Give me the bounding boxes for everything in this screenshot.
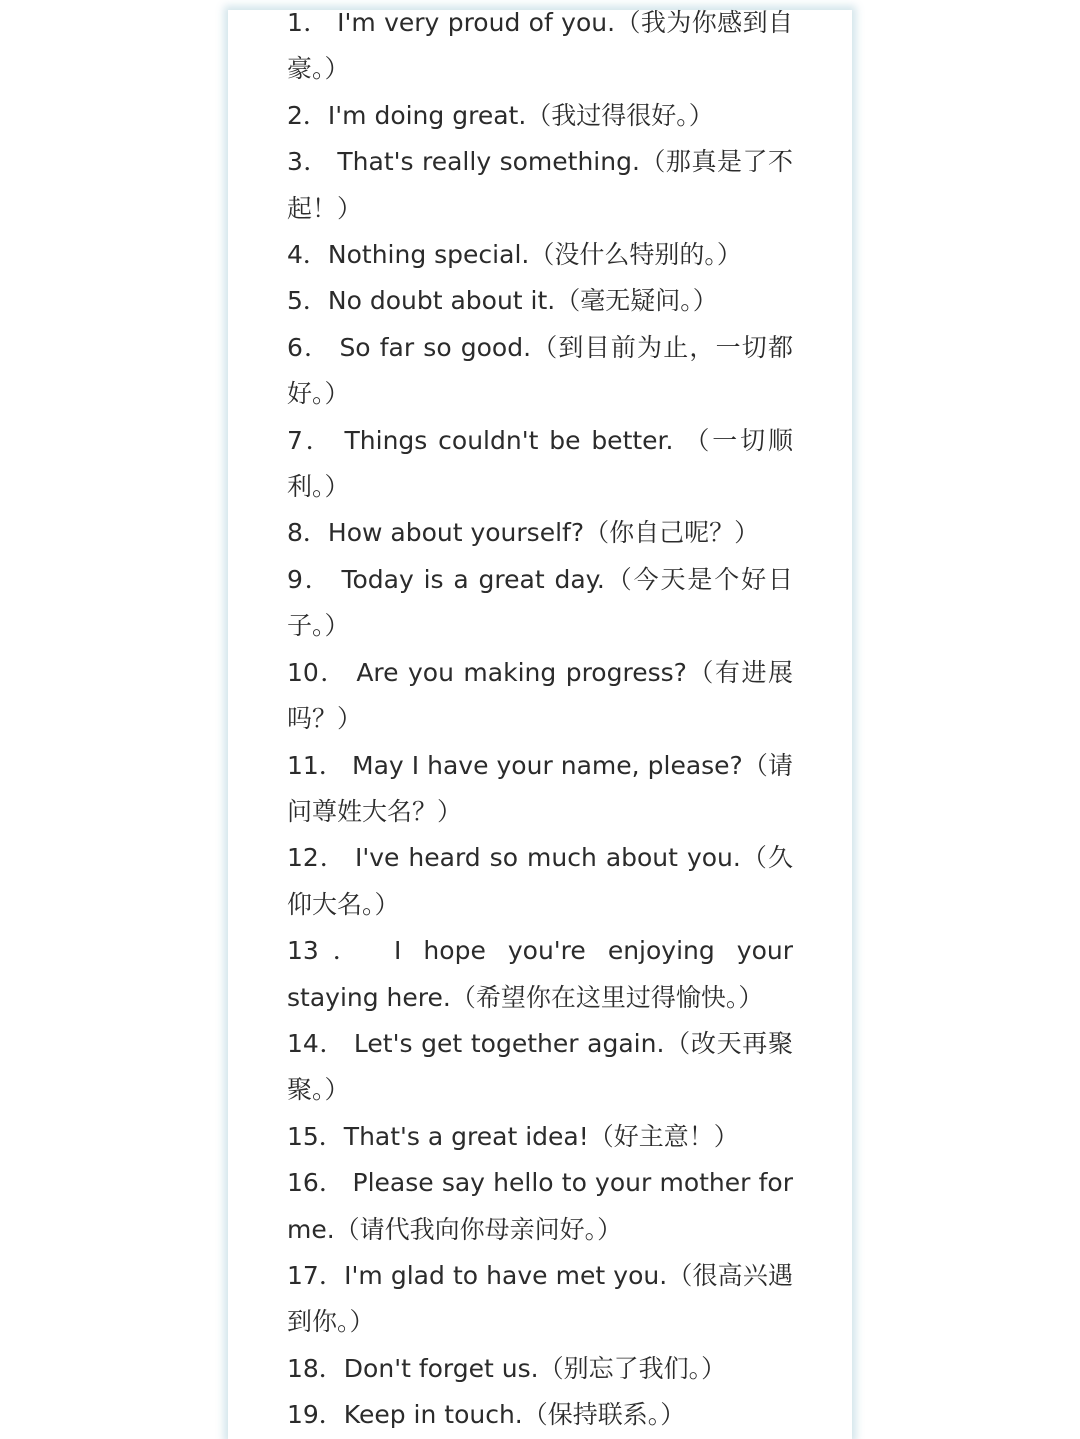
phrase-item: 13． I hope you're enjoying your staying here.（希望你在这里过得愉快。） — [287, 936, 793, 1012]
phrase-content — [287, 0, 793, 1439]
phrase-list — [287, 0, 793, 1439]
phrase-item: 3． That's really something.（那真是了不起！） — [287, 147, 793, 223]
phrase-item: 18．Don't forget us.（别忘了我们。） — [287, 1353, 727, 1383]
phrase-item: 19．Keep in touch.（保持联系。） — [287, 1400, 686, 1430]
phrase-item: 7． Things couldn't be better. （一切顺利。） — [287, 425, 793, 502]
phrase-item: 1． I'm very proud of you.（我为你感到自豪。） — [287, 8, 793, 84]
phrase-item: 5．No doubt about it.（毫无疑问。） — [287, 286, 718, 316]
phrase-item: 9． Today is a great day.（今天是个好日子。） — [287, 564, 793, 641]
phrase-item: 8．How about yourself?（你自己呢？） — [287, 518, 760, 548]
phrase-item: 16． Please say hello to your mother for me.（请代我向你母亲问好。） — [287, 1168, 793, 1244]
phrase-item: 17．I'm glad to have met you.（很高兴遇到你。） — [287, 1260, 793, 1337]
phrase-item: 10． Are you making progress?（有进展吗？） — [287, 657, 793, 734]
phrase-item: 14． Let's get together again.（改天再聚聚。） — [287, 1028, 793, 1105]
phrase-item: 15．That's a great idea!（好主意！） — [287, 1121, 739, 1151]
phrase-item: 2．I'm doing great.（我过得很好。） — [287, 100, 714, 130]
phrase-item: 11． May I have your name, please?（请问尊姓大名？） — [287, 750, 793, 826]
phrase-item: 6． So far so good.（到目前为止，一切都好。） — [287, 332, 793, 409]
phrase-item: 12． I've heard so much about you.（久仰大名。） — [287, 843, 793, 919]
phrase-item: 4．Nothing special.（没什么特别的。） — [287, 240, 742, 270]
